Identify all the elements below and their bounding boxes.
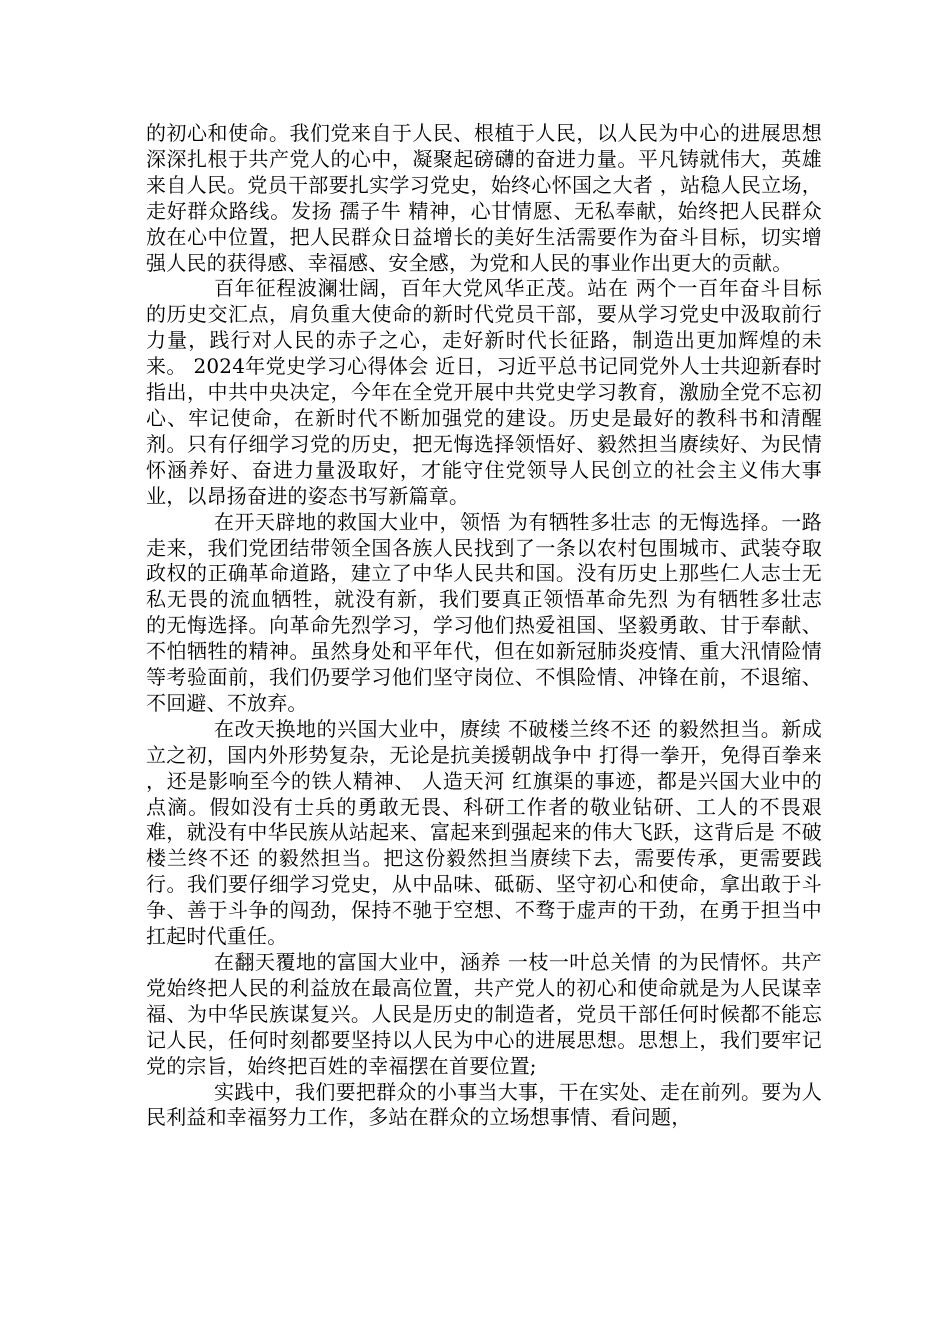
paragraph-4: 在改天换地的兴国大业中，赓续 不破楼兰终不还 的毅然担当。新成立之初，国内外形势复杂，无论是抗美援朝战争中 打得一拳开，免得百拳来 ，还是影响至今的铁人精神、 人造天河 红旗渠的事迹，都是兴国大业中的点滴。假如没有士兵的勇敢无畏、科研工作者的敬业钻研、工人的不畏艰难，就没有中华民族从站起来、富起来到强起来的伟大飞跃，这背后是 不破楼兰终不还 的毅然担当。把这份毅然担当赓续下去，需要传承，更需要践行。我们要仔细学习党史，从中品味、砥砺、坚守初心和使命，拿出敢于斗争、善于斗争的闯劲，保持不驰于空想、不骛于虚声的干劲，在勇于担当中扛起时代重任。 [146,716,822,949]
paragraph-5: 在翻天覆地的富国大业中，涵养 一枝一叶总关情 的为民情怀。共产党始终把人民的利益放在最高位置，共产党人的初心和使命就是为人民谋幸福、为中华民族谋复兴。人民是历史的制造者，党员干部任何时候都不能忘记人民，任何时刻都要坚持以人民为中心的进展思想。思想上，我们要牢记党的宗旨，始终把百姓的幸福摆在首要位置; [146,950,822,1078]
paragraph-1: 的初心和使命。我们党来自于人民、根植于人民，以人民为中心的进展思想深深扎根于共产党人的心中，凝聚起磅礴的奋进力量。平凡铸就伟大，英雄来自人民。党员干部要扎实学习党史，始终心怀国之大者 ，站稳人民立场，走好群众路线。发扬 孺子牛 精神，心甘情愿、无私奉献，始终把人民群众放在心中位置，把人民群众日益增长的美好生活需要作为奋斗目标，切实增强人民的获得感、幸福感、安全感，为党和人民的事业作出更大的贡献。 [146,121,822,275]
paragraph-6: 实践中，我们要把群众的小事当大事，干在实处、走在前列。要为人民利益和幸福努力工作，多站在群众的立场想事情、看问题， [146,1079,822,1130]
paragraph-3: 在开天辟地的救国大业中，领悟 为有牺牲多壮志 的无悔选择。一路走来，我们党团结带领全国各族人民找到了一条以农村包围城市、武装夺取政权的正确革命道路，建立了中华人民共和国。没有历史上那些仁人志士无私无畏的流血牺牲，就没有新，我们要真正领悟革命先烈 为有牺牲多壮志 的无悔选择。向革命先烈学习，学习他们热爱祖国、坚毅勇敢、甘于奉献、不怕牺牲的精神。虽然身处和平年代，但在如新冠肺炎疫情、重大汛情险情等考验面前，我们仍要学习他们坚守岗位、不惧险情、冲锋在前，不退缩、不回避、不放弃。 [146,509,822,715]
paragraph-2: 百年征程波澜壮阔，百年大党风华正茂。站在 两个一百年奋斗目标的历史交汇点，肩负重大使命的新时代党员干部，要从学习党史中汲取前行力量，践行对人民的赤子之心，走好新时代长征路，制造出更加辉煌的未来。 2024年党史学习心得体会 近日，习近平总书记同党外人士共迎新春时指出，中共中央决定，今年在全党开展中共党史学习教育，激励全党不忘初心、牢记使命，在新时代不断加强党的建设。历史是最好的教科书和清醒剂。只有仔细学习党的历史，把无悔选择领悟好、毅然担当赓续好、为民情怀涵养好、奋进力量汲取好，才能守住党领导人民创立的社会主义伟大事业，以昂扬奋进的姿态书写新篇章。 [146,276,822,508]
document-page [146,121,822,1131]
